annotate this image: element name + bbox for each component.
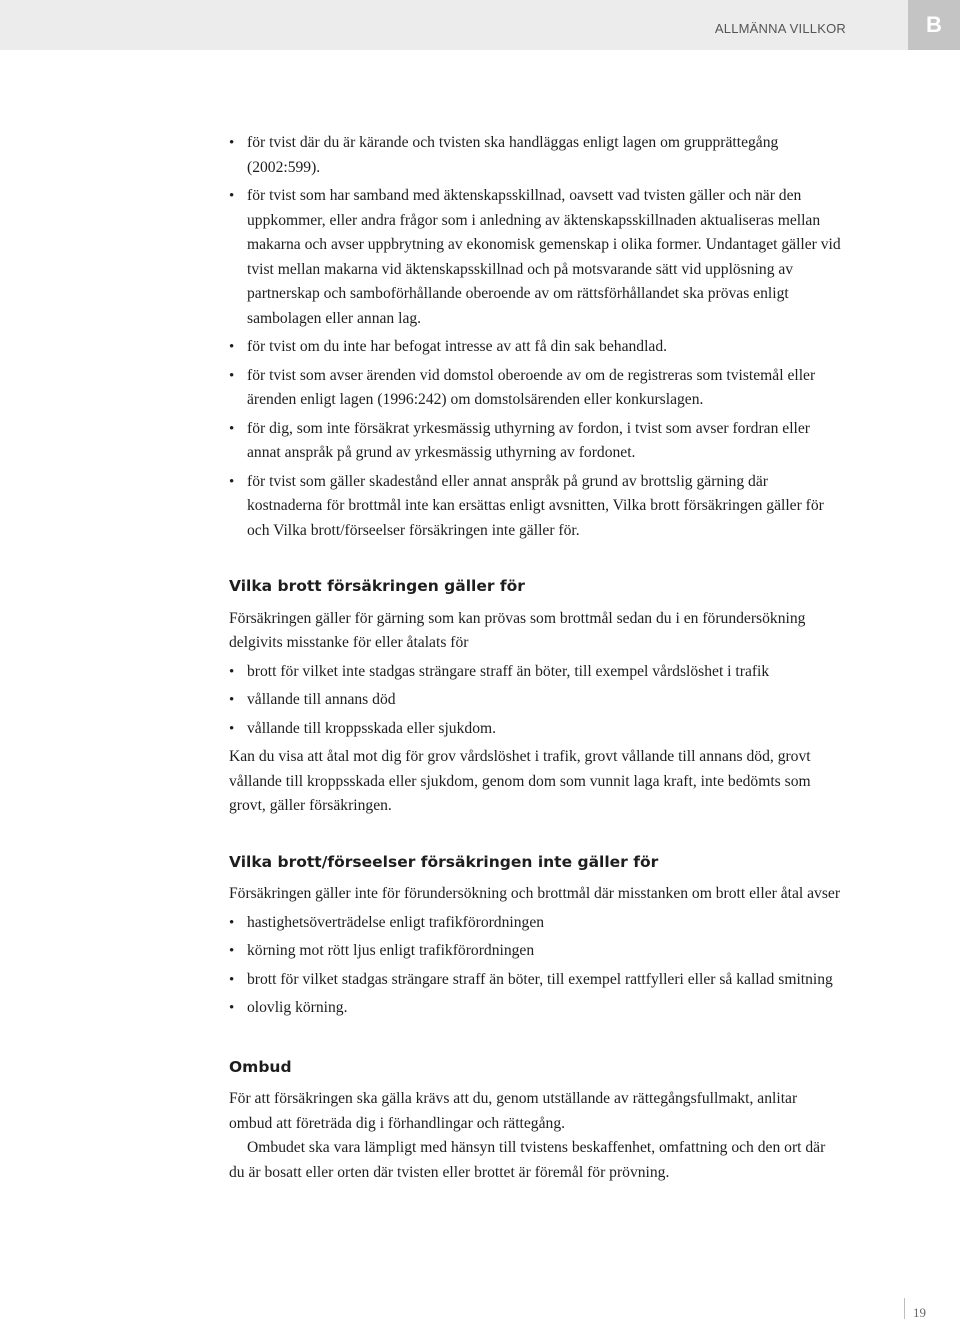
list-item: • körning mot rött ljus enligt trafikförordningen (229, 939, 841, 964)
section-intro: Försäkringen gäller inte för förundersökning och brottmål där misstanken om brott eller åtal avser (229, 885, 841, 902)
page-header (0, 0, 960, 50)
list-item: • för tvist som gäller skadestånd eller annat anspråk på grund av brottslig gärning där kostnaderna för brottmål inte kan ersättas enligt avsnitten, Vilka brott försäkringen gäller för och Vilka brott/förseelser försäkringen inte gäller för. (229, 470, 841, 544)
header-title: ALLMÄNNA VILLKOR (714, 21, 846, 36)
list-item: • för tvist om du inte har befogat intresse av att få din sak behandlad. (229, 335, 841, 360)
list-item: • vållande till kroppsskada eller sjukdom. (229, 717, 841, 742)
ombud-paragraph-2: Ombudet ska vara lämpligt med hänsyn till tvistens beskaffenhet, omfattning och den ort där du är bosatt eller orten där tvisten eller brottet är föremål för prövning. (229, 1139, 826, 1181)
list-item: • olovlig körning. (229, 996, 841, 1021)
ombud-paragraph-1: För att försäkringen ska gälla krävs att du, genom utställande av rättegångsfullmakt, anlitar ombud att företräda dig i förhandlingar och rättegång. (229, 1090, 798, 1132)
list-item: • för tvist som har samband med äktenskapsskillnad, oavsett vad tvisten gäller och när den uppkommer, eller andra frågor som i anledning av äktenskapsskillnaden aktualiseras mellan makarna och avser uppbrytning av ekonomisk gemenskap i olika former. Undantaget gäller vid tvist mellan makarna vid äktenskapsskillnad och på motsvarande sätt vid upplösning av partnerskap och samboförhållande oberoende av om rättsförhållandet ska prövas enligt sambolagen eller annan lag. (229, 184, 841, 331)
list-item: • för dig, som inte försäkrat yrkesmässig uthyrning av fordon, i tvist som avser fordran eller annat anspråk på grund av yrkesmässig uthyrning av fordonet. (229, 417, 841, 466)
list-item: • brott för vilket inte stadgas strängare straff än böter, till exempel vårdslöshet i trafik (229, 660, 841, 685)
section-heading-covered-crimes: Vilka brott försäkringen gäller för (229, 577, 525, 595)
section-heading-ombud: Ombud (229, 1057, 292, 1076)
section-tab: B (908, 0, 960, 50)
section-heading-excluded-crimes: Vilka brott/förseelser försäkringen inte gäller för (229, 852, 659, 871)
list-item: • för tvist som avser ärenden vid domstol oberoende av om de registreras som tvistemål eller ärenden enligt lagen (1996:242) om domstolsärenden eller konkurslagen. (229, 364, 841, 413)
covered-crimes-list (229, 660, 841, 742)
page-number: 19 (913, 1305, 926, 1320)
section-closing: Kan du visa att åtal mot dig för grov vårdslöshet i trafik, grovt vållande till annans död, grovt vållande till kroppsskada eller sjukdom, genom dom som vunnit laga kraft, inte bedömts som grovt, gäller försäkringen. (229, 748, 811, 814)
exclusions-list (229, 131, 841, 543)
section-intro: Försäkringen gäller för gärning som kan prövas som brottmål sedan du i en förundersökning delgivits misstanke för eller åtalats för (229, 609, 806, 651)
list-item: • för tvist där du är kärande och tvisten ska handläggas enligt lagen om grupprättegång (2002:599). (229, 131, 841, 180)
list-item: • vållande till annans död (229, 688, 841, 713)
document-body (229, 131, 841, 1189)
list-item: • hastighetsöverträdelse enligt trafikförordningen (229, 911, 841, 936)
list-item: • brott för vilket stadgas strängare straff än böter, till exempel rattfylleri eller så kallad smitning (229, 968, 841, 993)
excluded-crimes-list (229, 911, 841, 1021)
page-number-divider (904, 1298, 905, 1319)
